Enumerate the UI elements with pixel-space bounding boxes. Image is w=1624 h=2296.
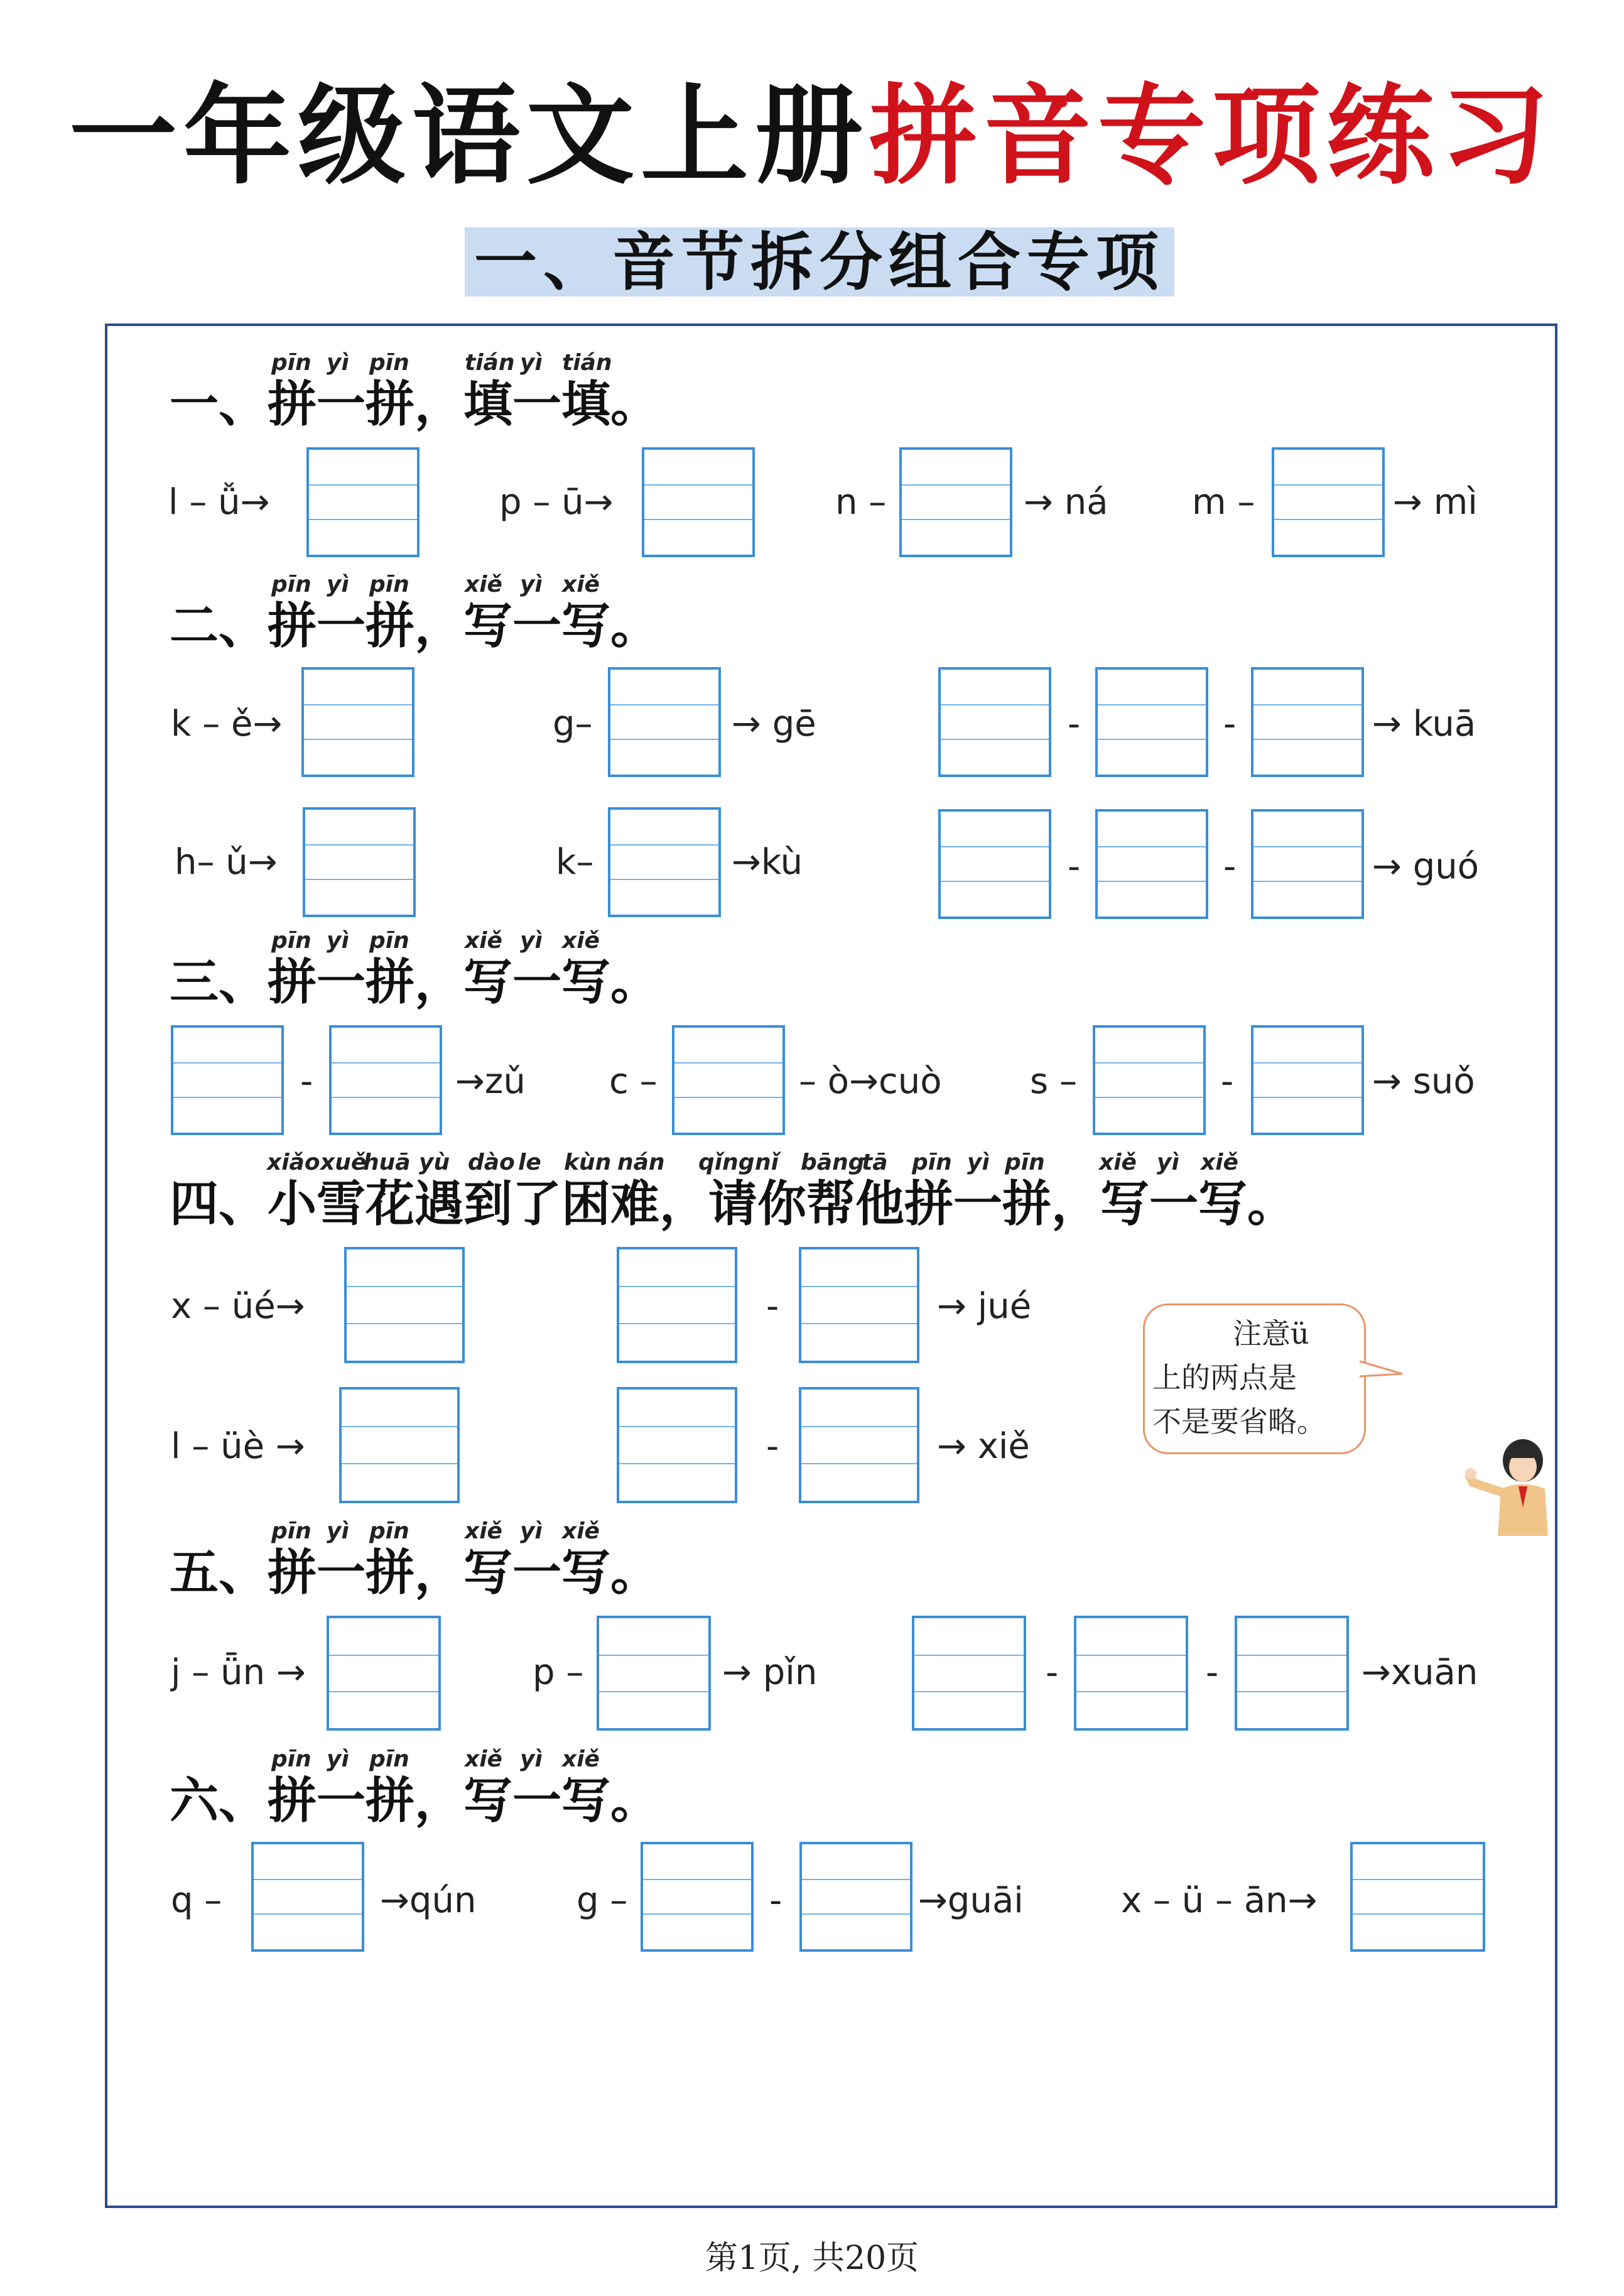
s5-text: →xuān (1361, 1652, 1478, 1693)
s2-text: - (1068, 704, 1081, 744)
pinyin-annotation: xiě (1099, 1150, 1137, 1175)
answer-box[interactable] (1251, 667, 1364, 777)
s5-text: → pǐn (722, 1652, 818, 1693)
title-part1: 一年级语文上册 (69, 72, 869, 199)
pinyin-annotation: xuě (320, 1150, 367, 1175)
pinyin-annotation: pīn (271, 1746, 311, 1772)
pinyin-annotation: yù (419, 1150, 450, 1175)
pinyin-annotation: yì (520, 1746, 543, 1772)
s5-text: j – ǖn → (171, 1652, 306, 1693)
s2-text: k– (556, 842, 594, 883)
s4-text: l – üè → (171, 1426, 305, 1467)
pinyin-annotation: pīn (912, 1150, 952, 1175)
answer-box[interactable] (672, 1025, 785, 1135)
pinyin-annotation: yì (327, 1746, 349, 1772)
answer-box[interactable] (1235, 1616, 1349, 1731)
s3-text: s – (1030, 1061, 1077, 1102)
s2-text: - (1223, 846, 1237, 887)
title-part2: 拼音专项练习 (869, 72, 1555, 199)
pinyin-annotation: xiě (562, 1746, 600, 1772)
pinyin-annotation: pīn (369, 1746, 409, 1772)
answer-box[interactable] (641, 1842, 754, 1952)
s6-text: - (769, 1880, 782, 1921)
pinyin-annotation: xiě (465, 572, 502, 597)
s3-text: – ò→cuò (799, 1061, 942, 1102)
pinyin-annotation: xiě (562, 572, 600, 597)
answer-box[interactable] (597, 1616, 711, 1731)
answer-box[interactable] (251, 1842, 364, 1952)
subtitle: 一、音节拆分组合专项 (465, 227, 1174, 297)
pinyin-annotation: yì (520, 1518, 543, 1544)
pinyin-annotation: yì (327, 350, 349, 376)
answer-box[interactable] (617, 1247, 737, 1363)
pinyin-annotation: xiě (562, 1518, 600, 1544)
s5-text: - (1046, 1652, 1059, 1693)
bubble-line-2: 上的两点是 (1152, 1361, 1297, 1395)
answer-box[interactable] (339, 1387, 460, 1503)
s5-text: p – (533, 1652, 584, 1693)
s5-text: - (1206, 1652, 1219, 1693)
answer-box[interactable] (938, 809, 1051, 919)
answer-box[interactable] (608, 667, 721, 777)
pinyin-annotation: yì (1157, 1150, 1179, 1175)
answer-box[interactable] (1350, 1842, 1485, 1952)
answer-box[interactable] (344, 1247, 465, 1363)
answer-box[interactable] (1093, 1025, 1206, 1135)
s6-text: g – (577, 1880, 628, 1921)
pinyin-annotation: pīn (369, 572, 409, 597)
pinyin-annotation: le (518, 1150, 541, 1175)
s2-text: →kù (732, 842, 803, 883)
pinyin-annotation: pīn (1005, 1150, 1045, 1175)
pinyin-annotation: bāng (801, 1150, 865, 1175)
s3-text: c – (609, 1061, 658, 1102)
s4-text: → xiě (937, 1426, 1030, 1467)
s6-text: →guāi (918, 1880, 1024, 1921)
pinyin-annotation: tián (465, 350, 515, 376)
s2-text: → gē (732, 704, 816, 744)
tip-speech-bubble (1143, 1303, 1366, 1454)
pinyin-annotation: pīn (369, 1518, 409, 1544)
s2-text: h– ǔ→ (175, 842, 278, 883)
answer-box[interactable] (1251, 809, 1364, 919)
s1-text: → ná (1024, 482, 1108, 523)
answer-box[interactable] (171, 1025, 284, 1135)
section-4-header: 四、小雪花遇到了困难，请你帮他拼一拼，写一写。 (170, 1175, 1297, 1232)
s6-text: q – (171, 1880, 222, 1921)
pinyin-annotation: nán (617, 1150, 665, 1175)
s1-text: p – ū→ (499, 482, 614, 523)
pinyin-annotation: tián (562, 350, 612, 376)
pinyin-annotation: yì (520, 572, 543, 597)
answer-box[interactable] (608, 807, 721, 917)
section-3-header: 三、拼一拼，写一写。 (170, 954, 660, 1011)
pinyin-annotation: xiě (465, 1746, 502, 1772)
pinyin-annotation: xiě (1201, 1150, 1238, 1175)
s1-text: l – ǚ→ (168, 482, 270, 523)
pinyin-annotation: pīn (271, 1518, 311, 1544)
s6-text: x – ü – ān→ (1121, 1880, 1318, 1921)
answer-box[interactable] (306, 447, 420, 557)
pinyin-annotation: yì (327, 1518, 349, 1544)
pinyin-annotation: yì (520, 928, 543, 954)
s4-text: x – üé→ (171, 1286, 305, 1327)
pinyin-annotation: tā (862, 1150, 888, 1175)
answer-box[interactable] (1074, 1616, 1188, 1731)
answer-box[interactable] (1272, 447, 1385, 557)
s3-text: - (300, 1061, 313, 1102)
s4-text: → jué (937, 1286, 1032, 1327)
s2-text: g– (553, 704, 593, 744)
answer-box[interactable] (1095, 667, 1208, 777)
s6-text: →qún (380, 1880, 477, 1921)
pinyin-annotation: huā (363, 1150, 411, 1175)
s3-text: →zǔ (455, 1061, 526, 1102)
girl-illustration-icon (1463, 1432, 1557, 1539)
pinyin-annotation: yì (967, 1150, 990, 1175)
pinyin-annotation: pīn (271, 572, 311, 597)
pinyin-annotation: nǐ (755, 1150, 779, 1175)
bubble-tail (1360, 1360, 1404, 1379)
bubble-line-1: 注意ü (1233, 1317, 1309, 1351)
answer-box[interactable] (642, 447, 755, 557)
answer-box[interactable] (799, 1387, 919, 1503)
pinyin-annotation: kùn (564, 1150, 612, 1175)
pinyin-annotation: xiě (562, 928, 600, 954)
s2-text: → kuā (1372, 704, 1476, 744)
s2-text: - (1223, 704, 1237, 744)
pinyin-annotation: pīn (271, 928, 311, 954)
answer-box[interactable] (617, 1387, 737, 1503)
s1-text: → mì (1393, 482, 1478, 523)
answer-box[interactable] (329, 1025, 442, 1135)
pinyin-annotation: yì (327, 928, 349, 954)
section-5-header: 五、拼一拼，写一写。 (170, 1544, 660, 1601)
s4-text: - (766, 1286, 779, 1327)
pinyin-annotation: yì (327, 572, 349, 597)
answer-box[interactable] (938, 667, 1051, 777)
s2-text: → guó (1372, 846, 1480, 887)
s2-text: k – ě→ (171, 704, 283, 744)
answer-box[interactable] (301, 667, 414, 777)
pinyin-annotation: yì (520, 350, 543, 376)
s3-text: → suǒ (1372, 1061, 1475, 1102)
pinyin-annotation: pīn (369, 350, 409, 376)
pinyin-annotation: pīn (271, 350, 311, 376)
answer-box[interactable] (899, 447, 1012, 557)
pinyin-annotation: pīn (369, 928, 409, 954)
section-2-header: 二、拼一拼，写一写。 (170, 597, 660, 655)
s3-text: - (1221, 1061, 1234, 1102)
s1-text: n – (835, 482, 887, 523)
pinyin-annotation: qǐng (698, 1150, 755, 1175)
answer-box[interactable] (799, 1842, 912, 1952)
answer-box[interactable] (799, 1247, 919, 1363)
pinyin-annotation: xiě (465, 928, 502, 954)
answer-box[interactable] (303, 807, 416, 917)
section-6-header: 六、拼一拼，写一写。 (170, 1772, 660, 1829)
s4-text: - (766, 1426, 779, 1467)
answer-box[interactable] (1251, 1025, 1364, 1135)
answer-box[interactable] (327, 1616, 441, 1731)
answer-box[interactable] (912, 1616, 1026, 1731)
section-1-header: 一、拼一拼，填一填。 (170, 376, 660, 433)
pinyin-annotation: xiě (465, 1518, 502, 1544)
s2-text: - (1068, 846, 1081, 887)
pinyin-annotation: dào (468, 1150, 515, 1175)
bubble-line-3: 不是要省略。 (1152, 1405, 1326, 1439)
page-footer: 第1页, 共20页 (705, 2239, 919, 2277)
s1-text: m – (1192, 482, 1255, 523)
page-title (0, 72, 1624, 199)
answer-box[interactable] (1095, 809, 1208, 919)
pinyin-annotation: xiǎo (267, 1150, 320, 1175)
